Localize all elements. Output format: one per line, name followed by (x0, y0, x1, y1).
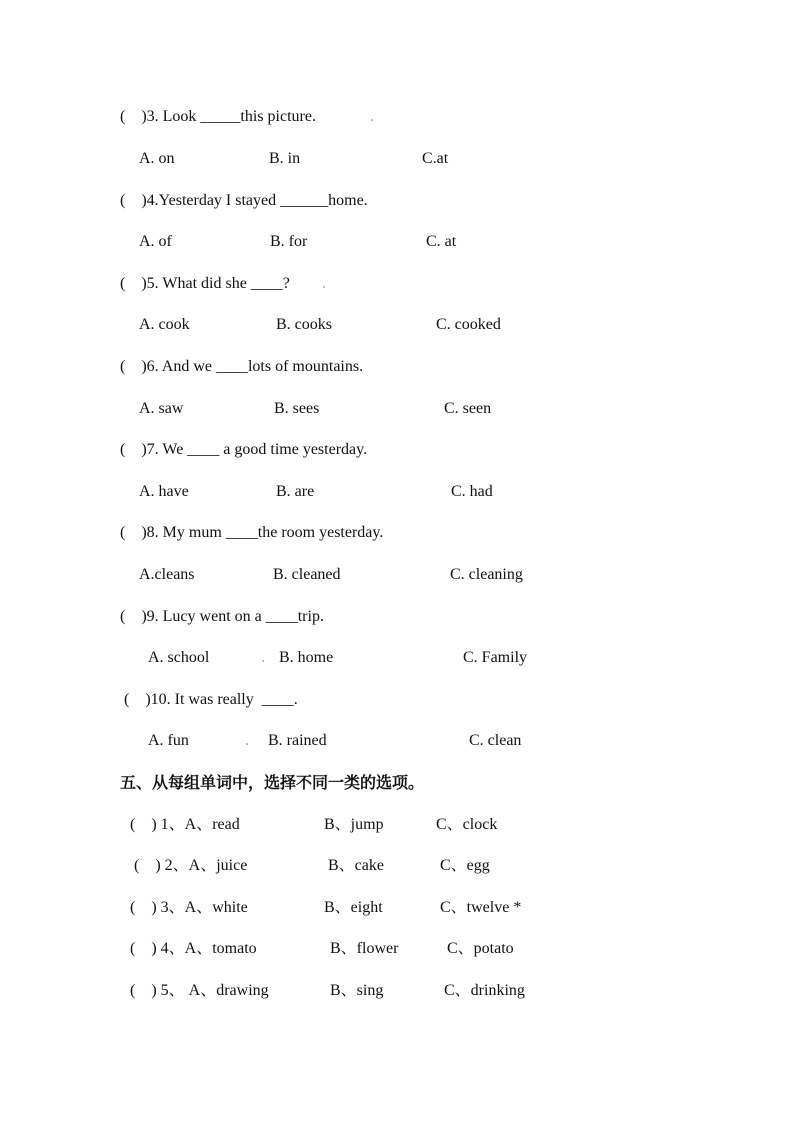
option-b: B、eight (324, 899, 383, 916)
option-b: B. cleaned (273, 566, 341, 583)
option-c: C. cleaning (450, 566, 523, 583)
section-5-heading: 五、从每组单词中，选择不同一类的选项。 (120, 773, 425, 792)
question-10-stem: ( )10. It was really ____. (124, 691, 298, 708)
option-b: B. home (279, 649, 334, 666)
option-a: A. saw (139, 400, 184, 417)
question-6-stem: ( )6. And we ____lots of mountains. (120, 358, 364, 375)
stray-dot: . (322, 275, 326, 292)
question-3-stem: ( )3. Look _____this picture. (120, 108, 316, 125)
option-a: A. fun (148, 732, 189, 749)
option-a: A. have (139, 483, 189, 500)
option-b: B、flower (330, 940, 399, 957)
question-8-stem: ( )8. My mum ____the room yesterday. (120, 524, 384, 541)
option-c: C、twelve * (440, 899, 522, 916)
option-c: C、potato (447, 940, 514, 957)
question-7-stem: ( )7. We ____ a good time yesterday. (120, 441, 368, 458)
option-c: C.at (422, 150, 449, 167)
option-a: A. on (139, 150, 175, 167)
option-b: B. for (270, 233, 308, 250)
question-9-stem: ( )9. Lucy went on a ____trip. (120, 608, 324, 625)
option-b: B. rained (268, 732, 327, 749)
option-b: B. are (276, 483, 315, 500)
stray-dot: . (370, 108, 374, 125)
option-b: B、sing (330, 982, 384, 999)
item-number-option-a: ( ) 3、A、white (130, 899, 248, 916)
item-number-option-a: ( ) 4、A、tomato (130, 940, 257, 957)
option-b: B. cooks (276, 316, 332, 333)
option-a: A. cook (139, 316, 190, 333)
option-a: A.cleans (139, 566, 195, 583)
stray-dot: . (261, 649, 265, 666)
option-c: C. Family (463, 649, 528, 666)
option-c: C. at (426, 233, 457, 250)
stray-dot: . (245, 732, 249, 749)
option-c: C、drinking (444, 982, 525, 999)
option-a: A. of (139, 233, 172, 250)
option-a: A. school (148, 649, 210, 666)
option-b: B、cake (328, 857, 384, 874)
option-c: C. clean (469, 732, 522, 749)
option-b: B. sees (274, 400, 320, 417)
option-c: C、clock (436, 816, 498, 833)
option-c: C. cooked (436, 316, 501, 333)
question-5-stem: ( )5. What did she ____? (120, 275, 290, 292)
option-b: B、jump (324, 816, 384, 833)
option-c: C. had (451, 483, 493, 500)
option-c: C、egg (440, 857, 490, 874)
question-4-stem: ( )4.Yesterday I stayed ______home. (120, 192, 368, 209)
option-b: B. in (269, 150, 301, 167)
item-number-option-a: ( ) 5、 A、drawing (130, 982, 269, 999)
option-c: C. seen (444, 400, 492, 417)
item-number-option-a: ( ) 1、A、read (130, 816, 240, 833)
item-number-option-a: ( ) 2、A、juice (134, 857, 248, 874)
